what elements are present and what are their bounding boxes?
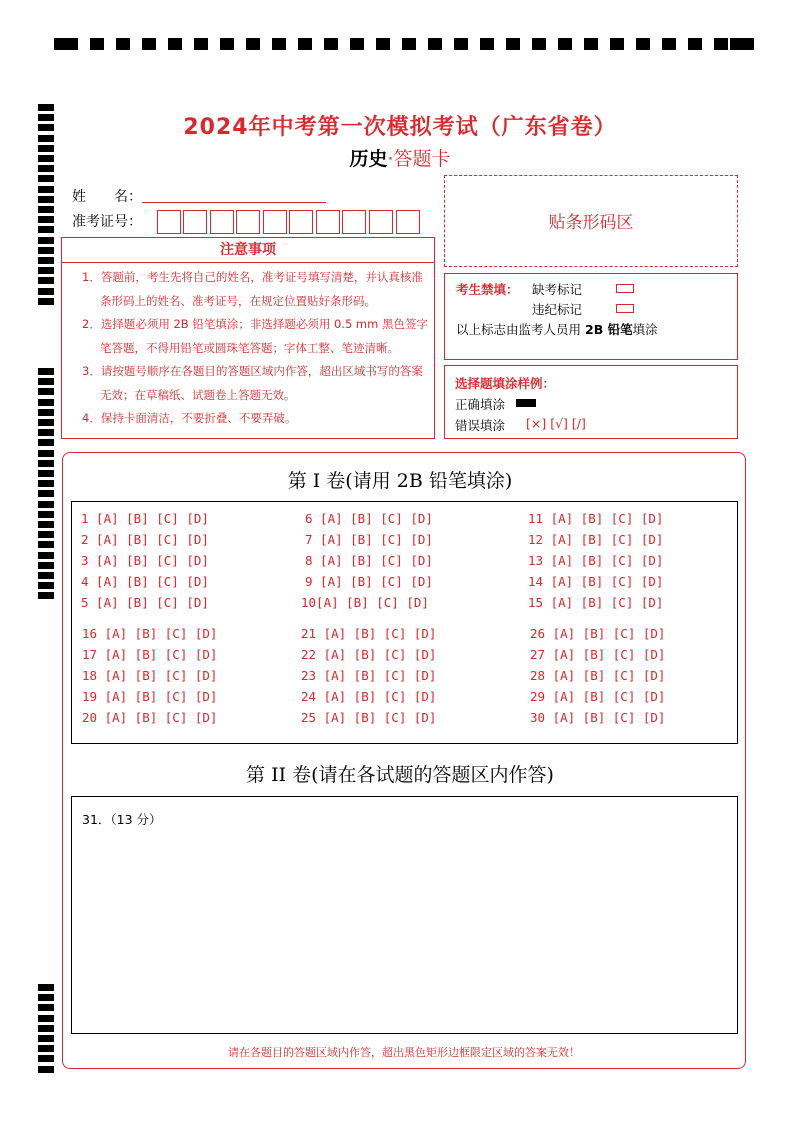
timing-mark bbox=[38, 1045, 54, 1052]
subtitle-separator: · bbox=[387, 148, 394, 170]
timing-mark bbox=[38, 257, 54, 264]
absent-label: 缺考标记 bbox=[532, 282, 583, 297]
timing-mark bbox=[38, 552, 54, 559]
choice-question[interactable]: 21 [A] [B] [C] [D] bbox=[301, 626, 437, 641]
card-subtitle bbox=[0, 144, 800, 171]
choice-question[interactable]: 11 [A] [B] [C] [D] bbox=[528, 511, 664, 526]
timing-mark bbox=[38, 1015, 54, 1022]
choice-question[interactable]: 5 [A] [B] [C] [D] bbox=[81, 595, 209, 610]
choice-question[interactable]: 15 [A] [B] [C] [D] bbox=[528, 595, 664, 610]
timing-mark bbox=[38, 277, 54, 284]
section2-title: 第 II 卷(请在各试题的答题区内作答) bbox=[246, 764, 554, 786]
timing-mark bbox=[38, 562, 54, 569]
choice-question[interactable]: 2 [A] [B] [C] [D] bbox=[81, 532, 209, 547]
timing-mark bbox=[38, 186, 54, 193]
choice-question[interactable]: 4 [A] [B] [C] [D] bbox=[81, 574, 209, 589]
violation-mark-box[interactable] bbox=[616, 304, 634, 313]
sample-wrong-label: 错误填涂 bbox=[455, 418, 506, 433]
timing-mark bbox=[38, 206, 54, 213]
proctor-note-bold: 2B 铅笔 bbox=[585, 322, 633, 337]
timing-mark bbox=[38, 267, 54, 274]
choice-question[interactable]: 30 [A] [B] [C] [D] bbox=[530, 710, 666, 725]
section1-title: 第 I 卷(请用 2B 铅笔填涂) bbox=[287, 470, 513, 492]
timing-mark bbox=[38, 429, 54, 436]
sample-wrong-marks: [×] [√] [/] bbox=[526, 416, 586, 431]
timing-marks-top bbox=[54, 38, 754, 52]
card-name: 答题卡 bbox=[393, 148, 451, 170]
proctor-note bbox=[456, 320, 658, 338]
choice-question[interactable]: 12 [A] [B] [C] [D] bbox=[528, 532, 664, 547]
notice-title: 注意事项 bbox=[220, 242, 276, 258]
timing-mark bbox=[38, 592, 54, 599]
timing-mark bbox=[38, 984, 54, 991]
barcode-label: 贴条形码区 bbox=[548, 213, 634, 233]
timing-mark bbox=[38, 237, 54, 244]
choice-question[interactable]: 24 [A] [B] [C] [D] bbox=[301, 689, 437, 704]
exam-title: 2024年中考第一次模拟考试（广东省卷） bbox=[183, 115, 617, 140]
choice-question[interactable]: 13 [A] [B] [C] [D] bbox=[528, 553, 664, 568]
timing-mark bbox=[38, 541, 54, 548]
choice-question[interactable]: 10[A] [B] [C] [D] bbox=[301, 595, 429, 610]
choice-question[interactable]: 25 [A] [B] [C] [D] bbox=[301, 710, 437, 725]
name-label: 姓 名： bbox=[72, 189, 142, 205]
choice-question[interactable]: 28 [A] [B] [C] [D] bbox=[530, 668, 666, 683]
choice-question[interactable]: 19 [A] [B] [C] [D] bbox=[82, 689, 218, 704]
footer-warning: 请在各题目的答题区域内作答，超出黑色矩形边框限定区域的答案无效！ bbox=[228, 1046, 580, 1059]
question-31-label: 31．（13 分） bbox=[82, 812, 162, 827]
choice-question[interactable]: 22 [A] [B] [C] [D] bbox=[301, 647, 437, 662]
sample-title: 选择题填涂样例： bbox=[455, 376, 556, 391]
filled-mark-sample bbox=[516, 399, 536, 407]
notice-items bbox=[64, 266, 432, 431]
notice-item: 3．请按题号顺序在各题目的答题区域内作答，超出区域书写的答案无效；在草稿纸、试题卷上答题无效。 bbox=[82, 364, 423, 402]
choice-question[interactable]: 9 [A] [B] [C] [D] bbox=[305, 574, 433, 589]
timing-mark bbox=[38, 175, 54, 182]
choice-question[interactable]: 16 [A] [B] [C] [D] bbox=[82, 626, 218, 641]
timing-mark bbox=[38, 399, 54, 406]
timing-mark bbox=[38, 196, 54, 203]
choice-question[interactable]: 14 [A] [B] [C] [D] bbox=[528, 574, 664, 589]
notice-item: 2．选择题必须用 2B 铅笔填涂；非选择题必须用 0.5 mm 黑色签字笔答题，不得用铅笔或圆珠笔答题；字体工整、笔迹清晰。 bbox=[82, 317, 428, 355]
choice-question[interactable]: 7 [A] [B] [C] [D] bbox=[305, 532, 433, 547]
timing-mark bbox=[38, 419, 54, 426]
choice-question[interactable]: 29 [A] [B] [C] [D] bbox=[530, 689, 666, 704]
timing-mark bbox=[38, 1004, 54, 1011]
timing-mark bbox=[38, 501, 54, 508]
timing-mark bbox=[38, 1035, 54, 1042]
name-field[interactable] bbox=[142, 202, 326, 203]
id-label: 准考证号： bbox=[72, 214, 142, 230]
timing-mark bbox=[38, 1066, 54, 1073]
choice-question[interactable]: 18 [A] [B] [C] [D] bbox=[82, 668, 218, 683]
timing-mark bbox=[38, 572, 54, 579]
notice-item: 4．保持卡面清洁，不要折叠、不要弄破。 bbox=[82, 411, 297, 425]
choice-question[interactable]: 3 [A] [B] [C] [D] bbox=[81, 553, 209, 568]
timing-mark bbox=[38, 226, 54, 233]
timing-mark bbox=[38, 368, 54, 375]
barcode-area bbox=[444, 175, 738, 267]
timing-mark bbox=[38, 439, 54, 446]
proctor-label: 考生禁填： bbox=[456, 282, 519, 297]
essay-answer-box[interactable] bbox=[71, 796, 738, 1034]
choice-question[interactable]: 8 [A] [B] [C] [D] bbox=[305, 553, 433, 568]
timing-mark bbox=[38, 1025, 54, 1032]
timing-mark bbox=[38, 582, 54, 589]
timing-mark bbox=[38, 521, 54, 528]
violation-label: 违纪标记 bbox=[532, 302, 583, 317]
choice-question[interactable]: 27 [A] [B] [C] [D] bbox=[530, 647, 666, 662]
timing-mark bbox=[38, 511, 54, 518]
sample-correct-label: 正确填涂 bbox=[455, 397, 506, 412]
timing-mark bbox=[38, 288, 54, 295]
timing-mark bbox=[38, 1055, 54, 1062]
timing-mark bbox=[38, 388, 54, 395]
timing-mark bbox=[38, 409, 54, 416]
proctor-note-text: 以上标志由监考人员用 bbox=[456, 322, 582, 337]
timing-mark bbox=[38, 994, 54, 1001]
absent-mark-box[interactable] bbox=[616, 284, 634, 293]
choice-question[interactable]: 6 [A] [B] [C] [D] bbox=[305, 511, 433, 526]
notice-item: 1．答题前，考生先将自己的姓名，准考证号填写清楚，并认真核准条形码上的姓名、准考证号，在规定位置贴好条形码。 bbox=[82, 270, 423, 308]
proctor-note-end: 填涂 bbox=[632, 322, 658, 337]
timing-mark bbox=[38, 298, 54, 305]
timing-mark bbox=[38, 216, 54, 223]
choice-question[interactable]: 17 [A] [B] [C] [D] bbox=[82, 647, 218, 662]
timing-mark bbox=[38, 531, 54, 538]
choice-question[interactable]: 26 [A] [B] [C] [D] bbox=[530, 626, 666, 641]
choice-question[interactable]: 1 [A] [B] [C] [D] bbox=[81, 511, 209, 526]
timing-mark bbox=[38, 378, 54, 385]
choice-question[interactable]: 23 [A] [B] [C] [D] bbox=[301, 668, 437, 683]
timing-mark bbox=[38, 247, 54, 254]
timing-mark bbox=[38, 450, 54, 457]
subject-name: 历史 bbox=[349, 148, 388, 170]
choice-question[interactable]: 20 [A] [B] [C] [D] bbox=[82, 710, 218, 725]
